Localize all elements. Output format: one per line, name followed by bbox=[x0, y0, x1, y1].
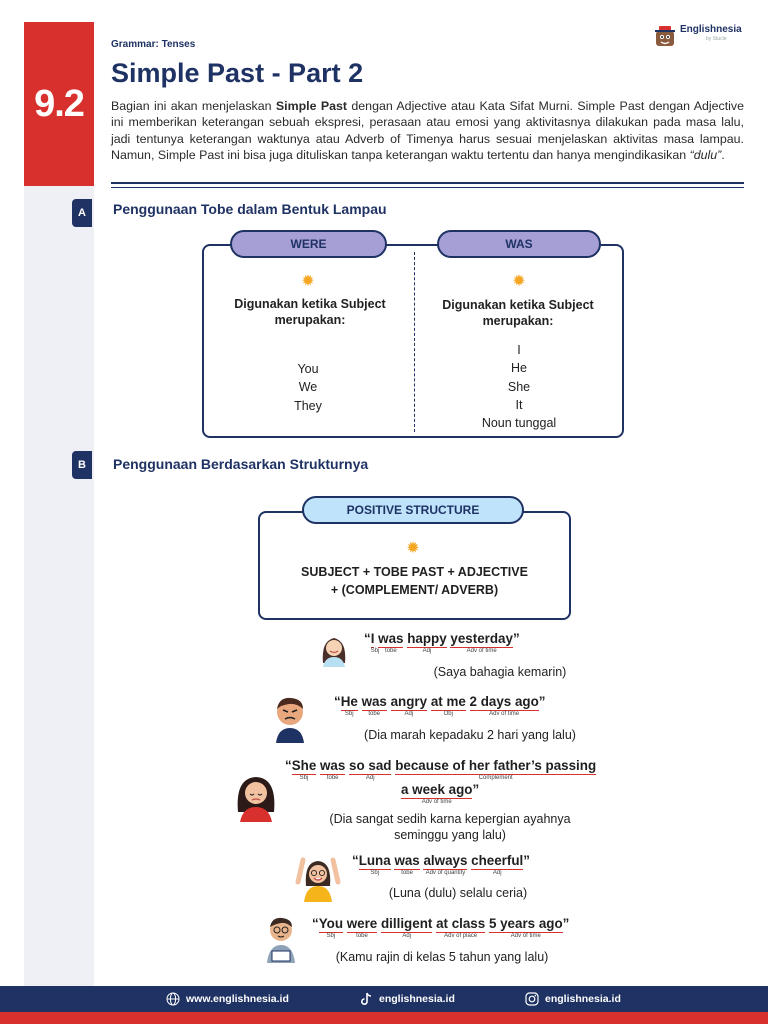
intro-paragraph bbox=[111, 98, 744, 164]
sentence-segment bbox=[407, 631, 447, 654]
sentence-segment bbox=[381, 916, 433, 939]
sentence-segment bbox=[469, 694, 539, 717]
sentence-segment bbox=[401, 782, 473, 805]
instagram-icon bbox=[525, 992, 539, 1006]
translation-line: seminggu yang lalu) bbox=[394, 828, 506, 842]
sentence-punctuation: “ bbox=[312, 916, 319, 931]
sentence-segment bbox=[358, 853, 391, 876]
were-subject-list bbox=[208, 360, 408, 415]
sentence-segment bbox=[361, 694, 387, 717]
was-subject: It bbox=[515, 397, 523, 412]
grammar-label: Sbj bbox=[326, 933, 336, 939]
sentence-segment bbox=[423, 853, 468, 876]
sentence-segment bbox=[394, 853, 420, 876]
sentence-segment bbox=[390, 694, 428, 717]
sentence-segment bbox=[488, 916, 563, 939]
segment-text: 5 years ago bbox=[488, 916, 563, 931]
sentence-segment bbox=[349, 758, 392, 781]
dashed-divider bbox=[414, 252, 415, 432]
sentence-segment bbox=[370, 631, 380, 654]
grammar-label: Adv of quantity bbox=[425, 870, 466, 876]
grammar-label: Adv of time bbox=[421, 799, 452, 805]
sentence-segment bbox=[395, 758, 597, 781]
segment-text: Luna bbox=[358, 853, 391, 868]
left-strip bbox=[24, 186, 94, 986]
sentence-punctuation: “ bbox=[352, 853, 359, 868]
sentence-punctuation: ” bbox=[512, 631, 520, 646]
grammar-label: tobe bbox=[368, 711, 381, 717]
segment-text: at me bbox=[430, 694, 466, 709]
sentence-segment bbox=[320, 758, 346, 781]
positive-structure-pill: POSITIVE STRUCTURE bbox=[302, 496, 524, 524]
section-b-heading: Penggunaan Berdasarkan Strukturnya bbox=[113, 456, 369, 472]
brand-logo bbox=[653, 24, 742, 50]
were-subject: They bbox=[294, 398, 322, 413]
segment-text: She bbox=[291, 758, 317, 773]
grammar-label: Adj bbox=[422, 648, 432, 654]
were-pill: WERE bbox=[230, 230, 387, 258]
formula-line: SUBJECT + TOBE PAST + ADJECTIVE bbox=[301, 565, 528, 579]
grammar-label: Adj bbox=[402, 933, 411, 939]
girl-avatar-icon bbox=[317, 633, 351, 667]
grammar-label: Sbj bbox=[299, 775, 309, 781]
were-subject: You bbox=[297, 362, 319, 376]
sentence-punctuation: “ bbox=[285, 758, 292, 773]
segment-text: 2 days ago bbox=[469, 694, 539, 709]
segment-text: was bbox=[378, 631, 404, 646]
star-icon: ✹ bbox=[512, 273, 526, 290]
segment-text: was bbox=[320, 758, 346, 773]
sentence-line bbox=[352, 853, 530, 876]
was-description: Digunakan ketika Subject merupakan: bbox=[442, 298, 594, 328]
sentence-segment bbox=[450, 631, 513, 654]
grammar-label: Sbj bbox=[344, 711, 354, 717]
footer-website-text: www.englishnesia.id bbox=[186, 993, 289, 1005]
star-icon: ✹ bbox=[406, 540, 420, 557]
were-description: Digunakan ketika Subject merupakan: bbox=[234, 297, 386, 327]
sentence-punctuation: ” bbox=[523, 853, 530, 868]
was-subject: She bbox=[507, 379, 531, 394]
eyebrow-label: Grammar: Tenses bbox=[111, 39, 196, 50]
grammar-label: Adj bbox=[404, 711, 414, 717]
grammar-label: Complement bbox=[478, 775, 513, 781]
grammar-label: Adv of time bbox=[489, 711, 520, 717]
example-sentence bbox=[312, 916, 570, 939]
example-translation: (Luna (dulu) selalu ceria) bbox=[388, 886, 528, 900]
grammar-label: tobe bbox=[401, 870, 413, 876]
example-translation: (Dia marah kepadaku 2 hari yang lalu) bbox=[364, 728, 576, 742]
grammar-label: tobe bbox=[326, 775, 339, 781]
example-translation: (Kamu rajin di kelas 5 tahun yang lalu) bbox=[335, 950, 549, 964]
segment-text: You bbox=[318, 916, 343, 931]
example-sentence-continued bbox=[401, 782, 480, 805]
page-title: Simple Past - Part 2 bbox=[111, 58, 364, 88]
segment-text: I bbox=[370, 631, 375, 646]
was-subject: He bbox=[511, 361, 527, 376]
segment-text: cheerful bbox=[471, 853, 524, 868]
grammar-label: Sbj bbox=[370, 648, 380, 654]
footer-tiktok-link[interactable] bbox=[359, 986, 455, 1012]
segment-text: angry bbox=[390, 694, 428, 709]
chapter-number: 9.2 bbox=[24, 22, 94, 186]
intro-text-1: Bagian ini akan menjelaskan bbox=[111, 99, 276, 113]
grammar-label: Adv of time bbox=[466, 648, 497, 654]
segment-text: because of her father’s passing bbox=[395, 758, 597, 773]
mascot-logo-icon bbox=[653, 24, 677, 48]
segment-text: so sad bbox=[349, 758, 392, 773]
segment-text: dilligent bbox=[381, 916, 433, 931]
grammar-label: Sbj bbox=[370, 870, 380, 876]
grammar-label: tobe bbox=[356, 933, 368, 939]
example-translation bbox=[270, 811, 630, 843]
grammar-label: Adv of place bbox=[444, 933, 478, 939]
brand-name: Englishnesia bbox=[680, 24, 742, 35]
formula-line: + (COMPLEMENT/ ADVERB) bbox=[330, 583, 499, 597]
intro-bold-term: Simple Past bbox=[275, 99, 348, 113]
brand-tagline: by Stucle bbox=[706, 36, 727, 42]
sentence-line bbox=[285, 758, 597, 781]
divider-rule-thin bbox=[111, 187, 744, 188]
segment-text: always bbox=[423, 853, 468, 868]
grammar-label: Adj bbox=[492, 870, 502, 876]
section-a-badge: A bbox=[72, 199, 92, 227]
translation-line: (Dia sangat sedih karna kepergian ayahnya bbox=[329, 812, 571, 826]
section-b-badge: B bbox=[72, 451, 92, 479]
sentence-segment bbox=[471, 853, 524, 876]
section-a-heading: Penggunaan Tobe dalam Bentuk Lampau bbox=[113, 201, 387, 217]
segment-text: were bbox=[346, 916, 378, 931]
segment-text: at class bbox=[436, 916, 486, 931]
sentence-punctuation: ” bbox=[562, 916, 570, 931]
intro-text-2: dengan Adjective atau Kata Sifat Murni. Simple Past dengan Adjective ini memberikan keterangan sebuah ekspresi, perasaan atau emosi yang aktivitasnya dilakukan pada masa lalu, jadi tentunya keterangan waktunya atau Adverb of Timenya harus sesuai menjelaskan aktivitas masa lampau. Namun, Simple Past ini bisa juga dituliskan tanpa keterangan waktu tertentu dan hanya mengindikasikan bbox=[111, 99, 745, 163]
sentence-segment bbox=[346, 916, 378, 939]
sentence-segment bbox=[436, 916, 486, 939]
was-subject-list bbox=[419, 341, 619, 432]
sentence-line bbox=[334, 694, 546, 717]
sentence-segment bbox=[340, 694, 358, 717]
example-sentence bbox=[352, 853, 530, 876]
sentence-line bbox=[312, 916, 570, 939]
grammar-label: tobe bbox=[384, 648, 397, 654]
segment-text: yesterday bbox=[450, 631, 513, 646]
intro-italic-term: “dulu” bbox=[689, 148, 722, 163]
sentence-segment bbox=[430, 694, 466, 717]
intro-text-3: . bbox=[721, 148, 725, 163]
was-pill: WAS bbox=[437, 230, 601, 258]
sentence-segment bbox=[291, 758, 317, 781]
grammar-label: Adv of time bbox=[510, 933, 541, 939]
segment-text: was bbox=[394, 853, 420, 868]
was-subject: I bbox=[517, 343, 521, 357]
footer-instagram-link[interactable] bbox=[525, 986, 621, 1012]
example-sentence bbox=[334, 694, 546, 717]
divider-rule bbox=[111, 182, 744, 184]
sentence-segment bbox=[318, 916, 343, 939]
footer-tiktok-text: englishnesia.id bbox=[379, 993, 455, 1005]
segment-text: was bbox=[361, 694, 387, 709]
were-subject: We bbox=[298, 380, 318, 395]
segment-text: He bbox=[340, 694, 358, 709]
grammar-label: Adj bbox=[365, 775, 375, 781]
example-sentence bbox=[364, 631, 520, 654]
star-icon: ✹ bbox=[301, 273, 315, 290]
was-subject: Noun tunggal bbox=[481, 416, 557, 431]
example-sentence bbox=[285, 758, 597, 781]
example-translation: (Saya bahagia kemarin) bbox=[433, 665, 567, 679]
globe-icon bbox=[166, 992, 180, 1006]
segment-text: happy bbox=[407, 631, 447, 646]
sentence-segment bbox=[378, 631, 404, 654]
grammar-label: Obj bbox=[443, 711, 453, 717]
sentence-line bbox=[401, 782, 480, 805]
footer-accent bbox=[0, 1012, 768, 1024]
footer-website-link[interactable] bbox=[166, 986, 289, 1012]
footer-instagram-text: englishnesia.id bbox=[545, 993, 621, 1005]
sentence-punctuation: ” bbox=[472, 782, 480, 797]
sentence-line bbox=[364, 631, 520, 654]
structure-formula bbox=[258, 563, 571, 599]
tiktok-icon bbox=[359, 992, 373, 1006]
segment-text: a week ago bbox=[401, 782, 473, 797]
sentence-punctuation: “ bbox=[334, 694, 341, 709]
sentence-punctuation: “ bbox=[364, 631, 371, 646]
sentence-punctuation: ” bbox=[538, 694, 546, 709]
